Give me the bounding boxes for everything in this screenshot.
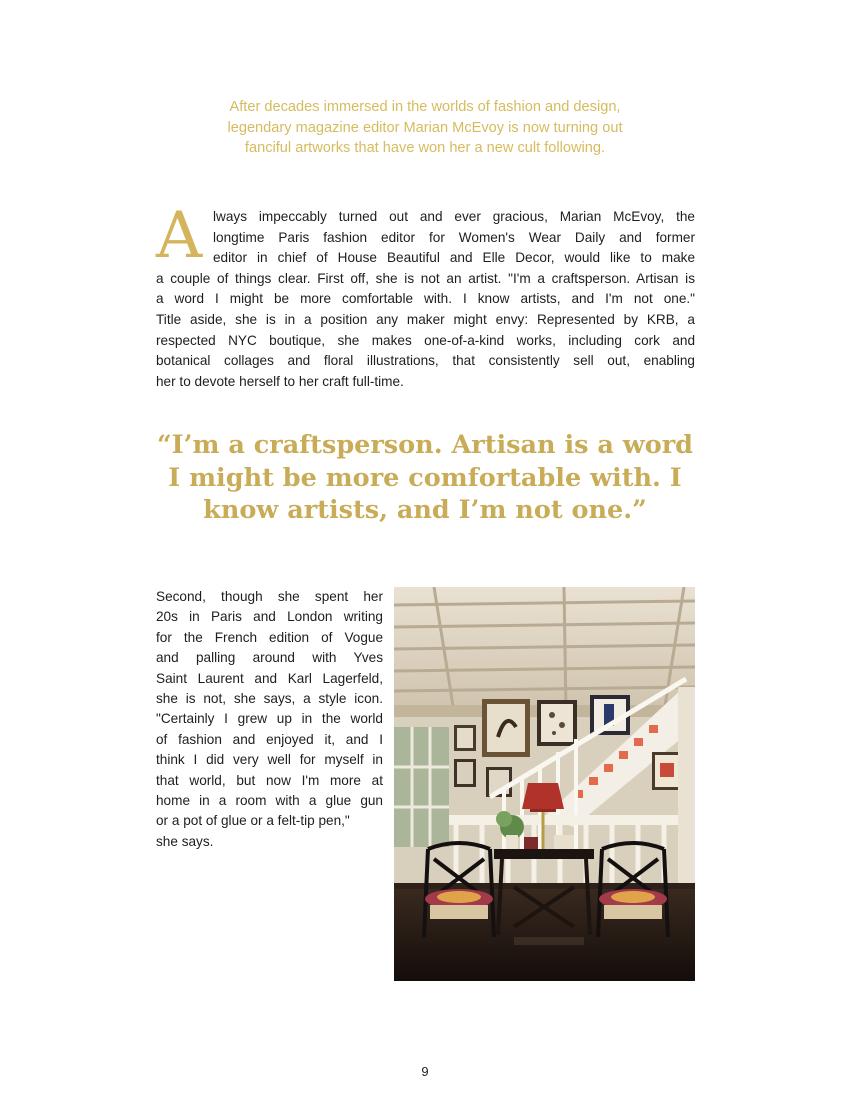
pull-quote — [150, 429, 700, 527]
body-line: and palling around with Yves — [156, 650, 383, 666]
pull-quote-line: I might be more comfortable with. I — [168, 462, 682, 493]
body-line: that world, but now I'm more at — [156, 772, 383, 788]
intro-line: respected NYC boutique, she makes one-of-a-kind works, including cork and — [156, 332, 695, 348]
pull-quote-line: “I’m a craftsperson. Artisan is a word — [157, 430, 693, 460]
intro-paragraph — [156, 207, 695, 392]
interior-photo — [394, 587, 695, 981]
body-line: for the French edition of Vogue — [156, 629, 383, 645]
deck-line: fanciful artworks that have won her a new cult following. — [244, 140, 606, 156]
body-line: home in a room with a glue gun — [156, 793, 383, 809]
body-line: she is not, she says, a style icon. — [156, 691, 383, 707]
intro-line: botanical collages and floral illustrations, that consistently sell out, enabling — [156, 353, 695, 369]
body-paragraph — [156, 587, 383, 852]
intro-line: lways impeccably turned out and ever gracious, Marian McEvoy, the — [213, 209, 695, 224]
body-line: Second, though she spent her — [156, 589, 383, 604]
body-line: she says. — [156, 833, 214, 849]
intro-line: Title aside, she is in a position any maker might envy: Represented by KRB, a — [156, 311, 695, 327]
body-line: 20s in Paris and London writing — [156, 609, 383, 625]
pull-quote-line: know artists, and I’m not one.” — [203, 495, 647, 525]
intro-line: her to devote herself to her craft full-time. — [156, 373, 404, 389]
intro-line: editor in chief of House Beautiful and Elle Decor, would like to make — [213, 250, 695, 266]
body-line: Saint Laurent and Karl Lagerfeld, — [156, 670, 383, 686]
drop-cap: A — [156, 199, 203, 273]
intro-line: longtime Paris fashion editor for Women's Wear Daily and former — [213, 229, 695, 245]
body-line: or a pot of glue or a felt-tip pen," — [156, 813, 350, 829]
body-line: think I did very well for myself in — [156, 752, 383, 768]
page-number: 9 — [421, 1064, 429, 1079]
intro-line: a couple of things clear. First off, she is not an artist. "I'm a craftsperson. Artisan is — [156, 270, 695, 286]
deck-line: legendary magazine editor Marian McEvoy is now turning out — [227, 119, 623, 136]
deck-line: After decades immersed in the worlds of fashion and design, — [229, 99, 621, 115]
body-line: of fashion and enjoyed it, and I — [156, 731, 383, 747]
intro-line: a word I might be more comfortable with. I know artists, and I'm not one." — [156, 291, 695, 307]
body-line: "Certainly I grew up in the world — [156, 711, 383, 727]
deck — [150, 97, 700, 159]
